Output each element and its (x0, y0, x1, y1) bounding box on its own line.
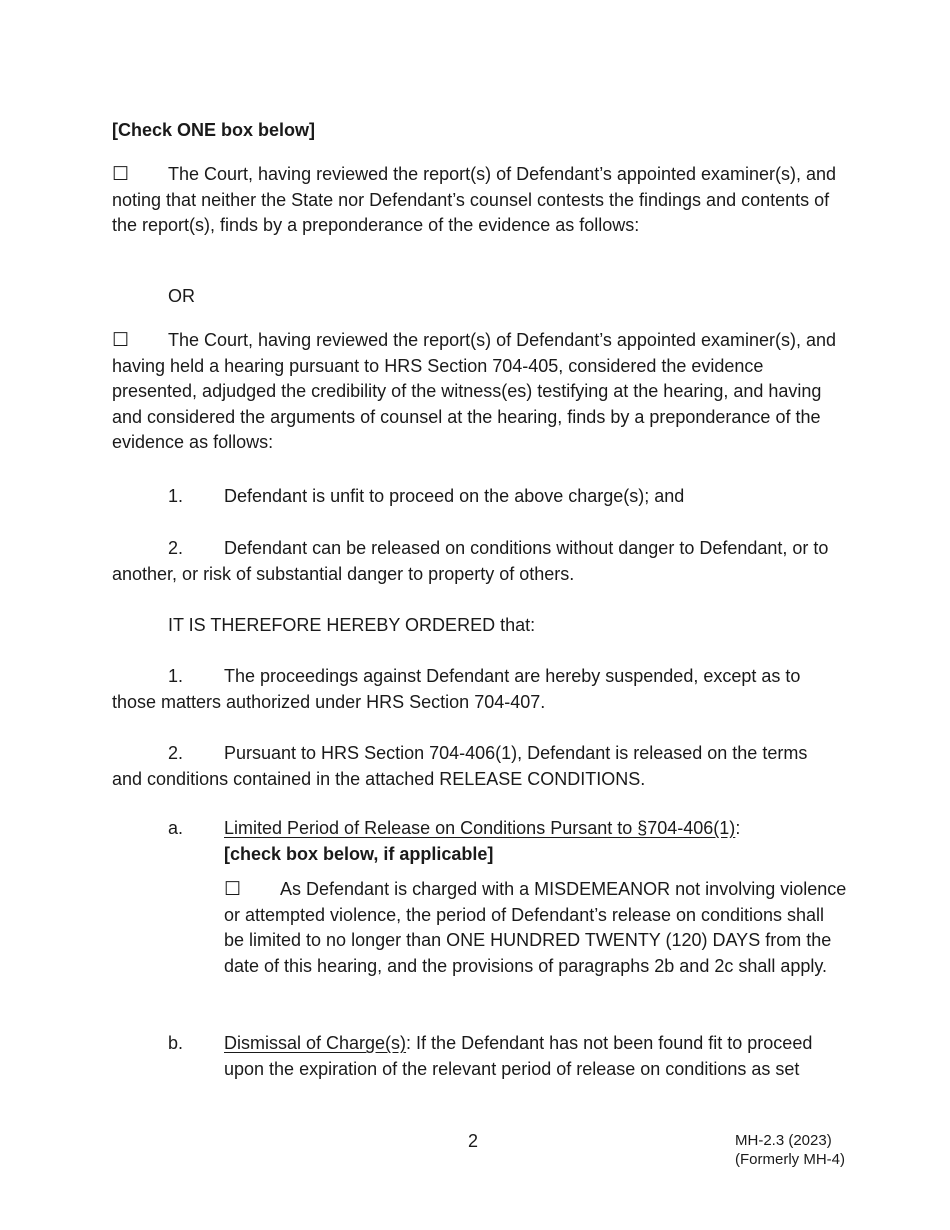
order-two (112, 741, 842, 792)
order-one-number: 1. (168, 666, 184, 686)
finding-two-text: Defendant can be released on conditions without danger to Defendant, or to another, or risk of substantial danger to property of others. (112, 538, 829, 584)
order-two-text: Pursuant to HRS Section 704-406(1), Defendant is released on the terms and conditions contained in the attached RELEASE CONDITIONS. (112, 743, 808, 789)
order-two-number: 2. (168, 743, 184, 763)
order-one-text: The proceedings against Defendant are hereby suspended, except as to those matters authorized under HRS Section 704-407. (112, 666, 801, 712)
or-separator: OR (168, 286, 195, 306)
sub-a-title: Limited Period of Release on Conditions Pursant to §704-406(1) (224, 818, 736, 838)
option-two-paragraph (112, 328, 842, 456)
option-one-checkbox[interactable]: ☐ (112, 164, 130, 185)
sub-a-option (224, 877, 848, 979)
sub-a-label: a. (168, 818, 184, 838)
order-one (112, 664, 842, 715)
option-one-paragraph (112, 162, 842, 239)
option-two-checkbox[interactable]: ☐ (112, 330, 130, 351)
finding-two-number: 2. (168, 538, 184, 558)
form-id: MH-2.3 (2023) (735, 1132, 832, 1149)
ordered-heading: IT IS THEREFORE HEREBY ORDERED that: (168, 615, 536, 635)
page-number: 2 (468, 1131, 479, 1151)
sub-b-text: : If the Defendant has not been found fit to proceed upon the expiration of the relevant period of release on conditions as set (224, 1033, 813, 1079)
finding-one (112, 484, 842, 510)
option-two-text: The Court, having reviewed the report(s) of Defendant’s appointed examiner(s), and having held a hearing pursuant to HRS Section 704-405, considered the evidence presented, adjudged the credibility of the witness(es) testifying at the hearing, and having and considered the arguments of counsel at the hearing, finds by a preponderance of the evidence as follows: (112, 330, 837, 452)
sub-a-checkbox[interactable]: ☐ (224, 879, 242, 900)
option-one-text: The Court, having reviewed the report(s) of Defendant’s appointed examiner(s), and noting that neither the State nor Defendant’s counsel contests the findings and contents of the report(s), finds by a preponderance of the evidence as follows: (112, 164, 837, 235)
check-one-instruction: [Check ONE box below] (112, 120, 316, 140)
finding-one-number: 1. (168, 486, 184, 506)
sub-b-label: b. (168, 1033, 184, 1053)
sub-paragraph-b (168, 1031, 848, 1082)
finding-one-text: Defendant is unfit to proceed on the above charge(s); and (224, 486, 685, 506)
sub-a-instruction: [check box below, if applicable] (224, 843, 494, 864)
finding-two (112, 536, 842, 587)
sub-b-title: Dismissal of Charge(s) (224, 1033, 407, 1053)
form-identifier (735, 1131, 845, 1169)
form-formerly: (Formerly MH-4) (735, 1151, 845, 1168)
sub-paragraph-a (168, 816, 848, 979)
sub-a-colon: : (735, 818, 741, 838)
sub-a-option-text: As Defendant is charged with a MISDEMEANOR not involving violence or attempted violence, the period of Defendant’s release on conditions shall be limited to no longer than ONE HUNDRED TWENTY (120) DAYS from the date of this hearing, and the provisions of paragraphs 2b and 2c shall apply. (224, 879, 847, 976)
